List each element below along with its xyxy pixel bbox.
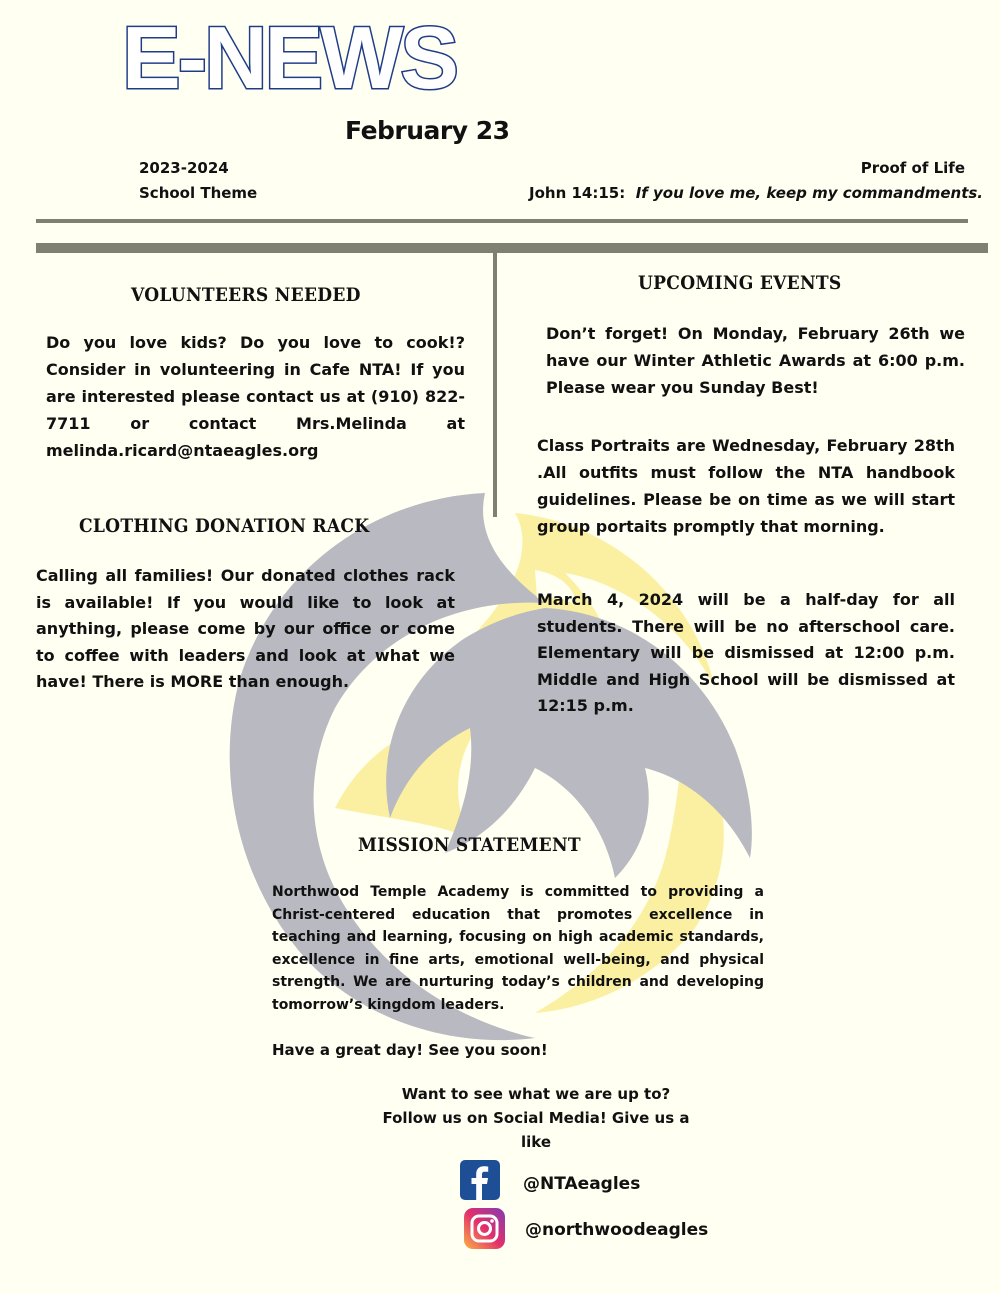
issue-date: February 23 (345, 116, 510, 145)
clothing-body: Calling all families! Our donated clothes rack is available! If you would like to look at anything, please come by our office or come to coffee with leaders and look at what we have! There is MORE than enough. (36, 566, 455, 691)
event-item-awards: Don’t forget! On Monday, February 26th we have our Winter Athletic Awards at 6:00 p.m. Please wear you Sunday Best! (546, 324, 965, 397)
social-prompt-line1: Want to see what we are up to? (401, 1085, 671, 1103)
instagram-handle[interactable]: @northwoodeagles (525, 1220, 709, 1240)
event-item-portraits: Class Portraits are Wednesday, February 28th .All outfits must follow the NTA handbook guidelines. Please be on time as we will start group portaits promptly that morning. (537, 436, 955, 536)
closing-message: Have a great day! See you soon! (272, 1041, 548, 1059)
facebook-icon[interactable] (460, 1160, 500, 1200)
events-heading: UPCOMING EVENTS (638, 272, 842, 294)
event-item-half-day: March 4, 2024 will be a half-day for all students. There will be no afterschool care. Elementary will be dismissed at 12:00 p.m. Middle and High School will be dismissed at 12:15 p.m. (537, 590, 955, 715)
clothing-heading: CLOTHING DONATION RACK (79, 515, 370, 537)
column-divider (493, 253, 497, 517)
verse-reference: John 14:15: (529, 184, 626, 202)
facebook-handle[interactable]: @NTAeagles (523, 1174, 641, 1194)
theme-verse (529, 184, 983, 202)
theme-label: School Theme (139, 184, 258, 202)
school-year: 2023-2024 (139, 159, 229, 177)
theme-name: Proof of Life (860, 159, 965, 177)
social-prompt-line3: like (520, 1133, 552, 1151)
instagram-icon[interactable] (464, 1208, 505, 1249)
mission-body: Northwood Temple Academy is committed to providing a Christ-centered education that promotes excellence in teaching and learning, focusing on high academic standards, excellence in fine arts, emotional well-being, and physical strength. We are nurturing today’s children and developing tomorrow’s kingdom leaders. (272, 884, 764, 1013)
social-prompt-line2: Follow us on Social Media! Give us a (382, 1109, 690, 1127)
header-rule-thin (36, 219, 968, 223)
verse-text: If you love me, keep my commandments. (635, 184, 983, 202)
volunteers-body: Do you love kids? Do you love to cook!? Consider in volunteering in Cafe NTA! If you are interested please contact us at (910) 822-7711 or contact Mrs.Melinda at melinda.ricard@ntaeagles.org (46, 333, 465, 460)
mission-heading: MISSION STATEMENT (358, 834, 581, 856)
volunteers-heading: VOLUNTEERS NEEDED (131, 284, 361, 306)
header-rule-thick (36, 243, 988, 253)
social-prompt (336, 1082, 736, 1154)
newsletter-title: E-NEWS (122, 8, 456, 107)
